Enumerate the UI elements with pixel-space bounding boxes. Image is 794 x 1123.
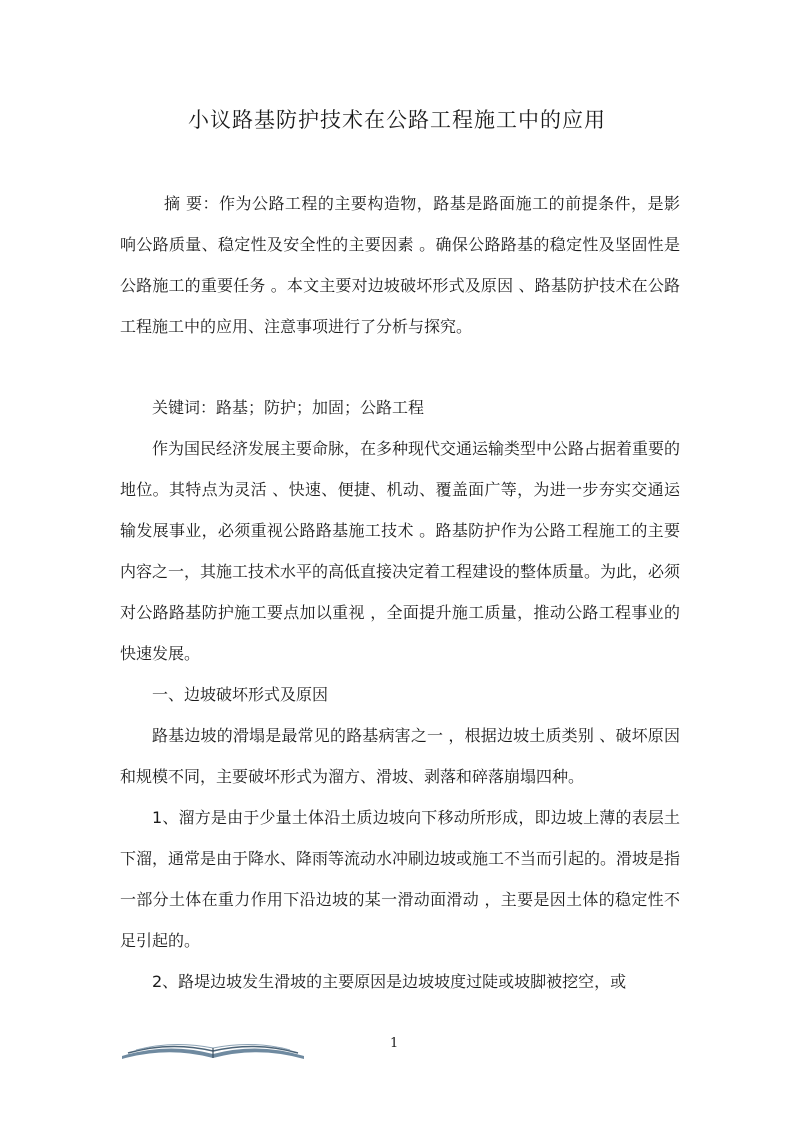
abstract-paragraph: 摘 要：作为公路工程的主要构造物，路基是路面施工的前提条件，是影响公路质量、稳定性及安全性的主要因素 。确保公路路基的稳定性及坚固性是公路施工的重要任务 。本文主要对边坡破坏形式及原因 、路基防护技术在公路工程施工中的应用、注意事项进行了分析与探究。 (120, 194, 680, 336)
keywords-line: 关键词：路基；防护；加固；公路工程 (152, 398, 425, 417)
list-item-2: 2、路堤边坡发生滑坡的主要原因是边坡坡度过陡或坡脚被挖空，或 (152, 972, 627, 991)
list-item-1: 1、溜方是由于少量土体沿土质边坡向下移动所形成，即边坡上薄的表层土下溜，通常是由于降水、降雨等流动水冲刷边坡或施工不当而引起的。滑坡是指一部分土体在重力作用下沿边坡的某一滑动面滑动 ，主要是因土体的稳定性不足引起的。 (120, 808, 681, 950)
open-book-icon (118, 1036, 308, 1060)
section-paragraph: 路基边坡的滑塌是最常见的路基病害之一 ，根据边坡土质类别 、破坏原因和规模不同，主要破坏形式为溜方、滑坡、剥落和碎落崩塌四种。 (120, 726, 680, 786)
section-heading: 一、边坡破坏形式及原因 (152, 685, 329, 704)
document-title: 小议路基防护技术在公路工程施工中的应用 (188, 108, 606, 132)
intro-paragraph: 作为国民经济发展主要命脉，在多种现代交通运输类型中公路占据着重要的地位。其特点为灵活 、快速、便捷、机动、覆盖面广等，为进一步夯实交通运输发展事业，必须重视公路路基施工技术 。路基防护作为公路工程施工的主要内容之一，其施工技术水平的高低直接决定着工程建设的整体质量。为此，必须对公路路基防护施工要点加以重视 ，全面提升施工质量，推动公路工程事业的快速发展。 (120, 439, 681, 663)
page-number: 1 (390, 1036, 399, 1051)
